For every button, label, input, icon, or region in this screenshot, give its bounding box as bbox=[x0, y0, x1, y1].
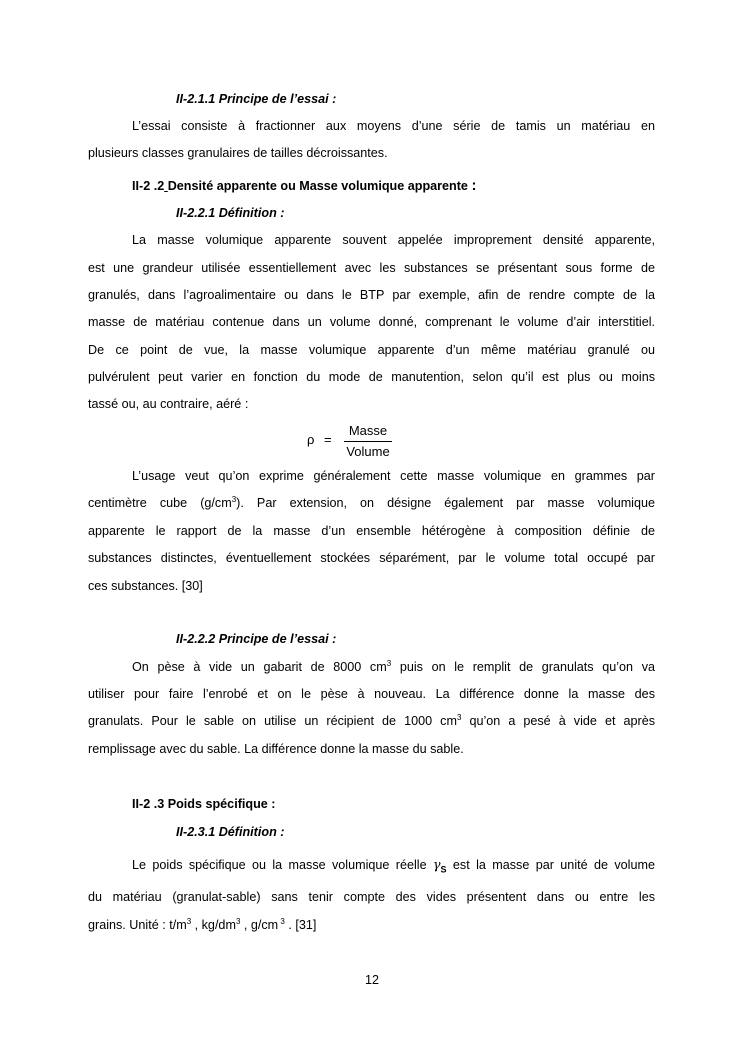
paragraph-line: utiliser pour faire l’enrobé et on le pèse à nouveau. La différence donne la masse des bbox=[88, 687, 655, 701]
subheading-principe-essai-2: II-2.2.2 Principe de l’essai : bbox=[176, 632, 337, 646]
density-formula bbox=[307, 422, 407, 462]
formula-numerator: Masse bbox=[348, 423, 388, 438]
paragraph-line: L’essai consiste à fractionner aux moyens d’une série de tamis un matériau en bbox=[132, 119, 655, 133]
subheading-definition-2: II-2.3.1 Définition : bbox=[176, 825, 285, 839]
paragraph-line: remplissage avec du sable. La différence donne la masse du sable. bbox=[88, 742, 464, 756]
paragraph-line: ces substances. [30] bbox=[88, 579, 203, 593]
paragraph-line: pulvérulent peut varier en fonction du mode de manutention, selon qu’il est plus ou moins bbox=[88, 370, 655, 384]
paragraph-line: est une grandeur utilisée essentiellement avec les substances se présentant sous forme de bbox=[88, 261, 655, 275]
paragraph-line: L’usage veut qu’on exprime généralement cette masse volumique en grammes par bbox=[132, 469, 655, 483]
page-number: 12 bbox=[365, 973, 380, 987]
paragraph-line: centimètre cube $(g/cm^3)$. Par extension, on désigne également par masse volumique bbox=[88, 495, 655, 510]
heading-number: II-2 .2 bbox=[132, 179, 165, 193]
paragraph-line: Le poids spécifique ou la masse volumique réelle $\gamma_S$ est la masse par unité de volume bbox=[132, 857, 655, 875]
paragraph-line: grains. Unité : $t/m^3$ , $kg/dm^3$ , g/cm $^3$ . [31] bbox=[88, 917, 317, 932]
section-heading-poids-specifique: II-2 .3 Poids spécifique : bbox=[132, 797, 276, 811]
paragraph-line: du matériau (granulat-sable) sans tenir compte des vides présentent dans ou entre les bbox=[88, 890, 655, 904]
equals-sign: = bbox=[324, 432, 332, 447]
paragraph-line: La masse volumique apparente souvent appelée improprement densité apparente, bbox=[132, 233, 655, 247]
fraction-bar bbox=[344, 441, 392, 442]
heading-principe-essai-1: II-2.1.1 Principe de l’essai : bbox=[176, 92, 337, 106]
heading-colon: : bbox=[471, 177, 477, 194]
paragraph-line: masse de matériau contenue dans un volume donné, comprenant le volume d’air interstitiel. bbox=[88, 315, 655, 329]
paragraph-line: granulés, dans l’agroalimentaire ou dans le BTP par exemple, afin de rendre compte de la bbox=[88, 288, 655, 302]
paragraph-line: De ce point de vue, la masse volumique apparente d’un même matériau granulé ou bbox=[88, 343, 655, 357]
section-heading-densite-apparente bbox=[132, 178, 476, 193]
heading-text: Densité apparente ou Masse volumique apparente bbox=[167, 179, 468, 193]
paragraph-line: On pèse à vide un gabarit de 8000 $cm^3$ puis on le remplit de granulats qu’on va bbox=[132, 659, 655, 674]
paragraph-line: plusieurs classes granulaires de tailles décroissantes. bbox=[88, 146, 388, 160]
paragraph-line: granulats. Pour le sable on utilise un récipient de 1000 $cm^3$ qu’on a pesé à vide et après bbox=[88, 713, 655, 728]
paragraph-line: substances distinctes, éventuellement stockées séparément, par le volume total occupé par bbox=[88, 551, 655, 565]
formula-denominator: Volume bbox=[346, 444, 390, 459]
paragraph-line: tassé ou, au contraire, aéré : bbox=[88, 397, 249, 411]
rho-symbol: ρ bbox=[307, 432, 315, 447]
paragraph-line: apparente le rapport de la masse d’un ensemble hétérogène à composition définie de bbox=[88, 524, 655, 538]
subheading-definition-1: II-2.2.1 Définition : bbox=[176, 206, 285, 220]
gamma-symbol: γ bbox=[432, 857, 441, 872]
